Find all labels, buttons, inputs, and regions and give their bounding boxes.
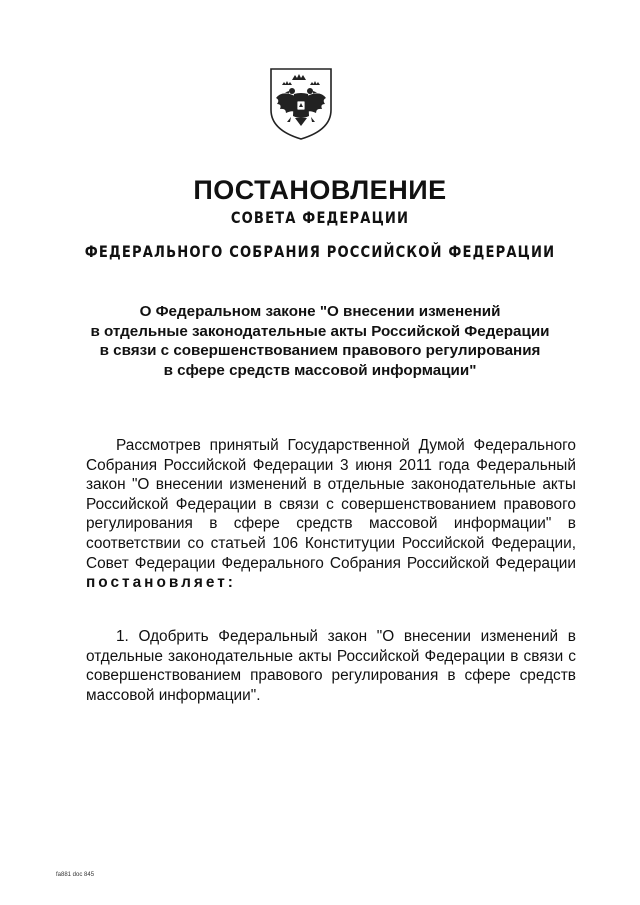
subject-line: О Федеральном законе "О внесении изменений bbox=[139, 303, 501, 320]
issuer-line-2: ФЕДЕРАЛЬНОГО СОБРАНИЯ РОССИЙСКОЙ ФЕДЕРАЦИИ bbox=[84, 242, 556, 261]
document-type-title: ПОСТАНОВЛЕНИЕ bbox=[193, 175, 447, 205]
subject-line: в связи с совершенствованием правового регулирования bbox=[99, 342, 541, 359]
body-line: Российской Федерации в связи с совершенствованием правового bbox=[86, 495, 576, 513]
body-line: Совет Федерации Федерального Собрания Российской Федерации bbox=[86, 554, 576, 572]
body-line: 1. Одобрить Федеральный закон "О внесении изменений в bbox=[116, 628, 576, 645]
body-line: закон "О внесении изменений в отдельные законодательные акты bbox=[86, 476, 576, 494]
body-paragraph-2 bbox=[86, 627, 576, 705]
subject-line: в сфере средств массовой информации" bbox=[163, 361, 477, 379]
body-line: Собрания Российской Федерации 3 июня 2011 года Федеральный bbox=[86, 456, 576, 474]
body-line: совершенствованием правового регулирования в сфере средств bbox=[86, 667, 576, 685]
subject-line: в отдельные законодательные акты Российской Федерации bbox=[90, 322, 550, 340]
body-paragraph-1 bbox=[86, 436, 576, 593]
body-line: отдельные законодательные акты Российской Федерации в связи с bbox=[86, 647, 576, 665]
body-line: регулирования в сфере средств массовой информации" в bbox=[86, 515, 576, 533]
body-line: соответствии со статьей 106 Конституции Российской Федерации, bbox=[86, 534, 576, 552]
issuer-line-1: СОВЕТА ФЕДЕРАЦИИ bbox=[230, 208, 410, 227]
coat-of-arms-icon bbox=[268, 66, 334, 142]
document-subject bbox=[80, 302, 560, 380]
body-line: массовой информации". bbox=[86, 686, 261, 704]
body-line: Рассмотрев принятый Государственной Думой Федерального bbox=[116, 437, 576, 454]
resolves-keyword: постановляет: bbox=[86, 574, 236, 592]
document-code: fa881 doc 845 bbox=[56, 872, 95, 878]
